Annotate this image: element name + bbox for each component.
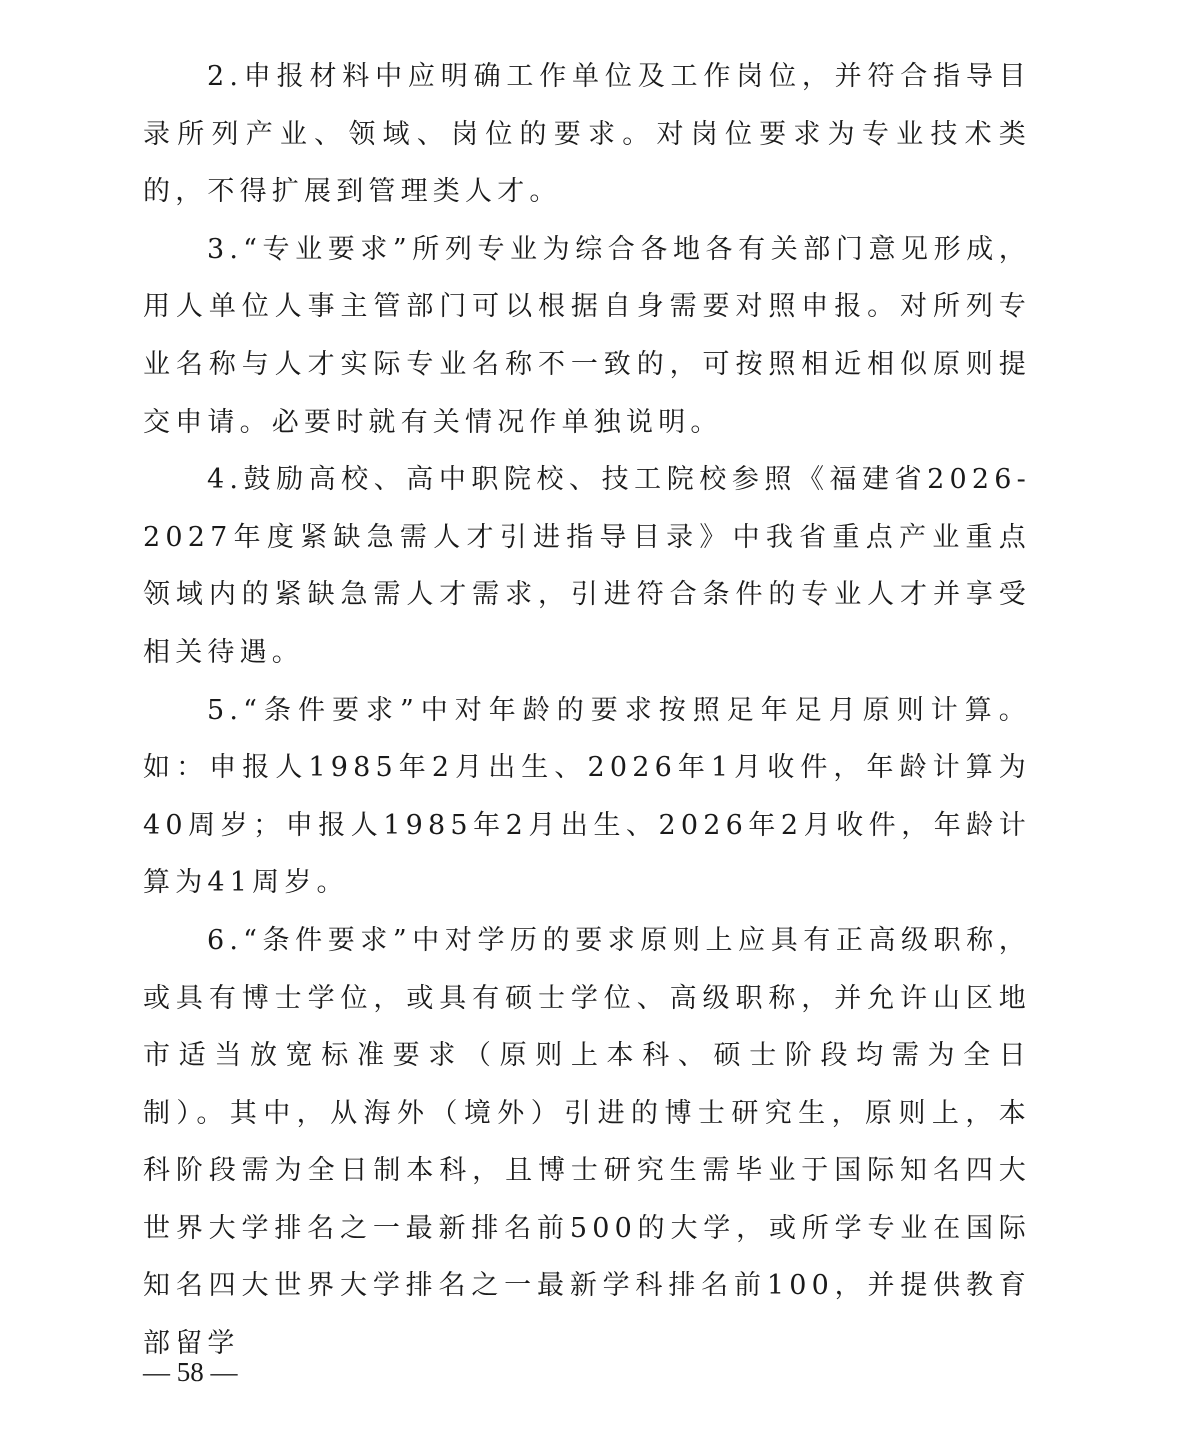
paragraph-item-6: 6.“条件要求”中对学历的要求原则上应具有正高级职称，或具有博士学位，或具有硕士学位、高级职称，并允许山区地市适当放宽标准要求（原则上本科、硕士阶段均需为全日制）。其中，从海外（境外）引进的博士研究生，原则上，本科阶段需为全日制本科，且博士研究生需毕业于国际知名四大世界大学排名之一最新排名前500的大学，或所学专业在国际知名四大世界大学排名之一最新学科排名前100，并提供教育部留学 (143, 924, 1031, 1360)
page-number (143, 1352, 238, 1392)
paragraph-item-4: 4.鼓励高校、高中职院校、技工院校参照《福建省2026-2027年度紧缺急需人才引进指导目录》中我省重点产业重点领域内的紧缺急需人才需求，引进符合条件的专业人才并享受相关待遇。 (143, 464, 1031, 668)
paragraph-item-3: 3.“专业要求”所列专业为综合各地各有关部门意见形成，用人单位人事主管部门可以根据自身需要对照申报。对所列专业名称与人才实际专业名称不一致的，可按照相近相似原则提交申请。必要时就有关情况作单独说明。 (143, 233, 1031, 438)
page-number-text: — 58 — (143, 1357, 238, 1387)
paragraph-item-5: 5.“条件要求”中对年龄的要求按照足年足月原则计算。如：申报人1985年2月出生、2026年1月收件，年龄计算为40周岁；申报人1985年2月出生、2026年2月收件，年龄计算为41周岁。 (143, 694, 1031, 899)
paragraph-item-2: 2.申报材料中应明确工作单位及工作岗位，并符合指导目录所列产业、领域、岗位的要求。对岗位要求为专业技术类的，不得扩展到管理类人才。 (143, 61, 1031, 208)
document-body (143, 48, 1031, 1373)
